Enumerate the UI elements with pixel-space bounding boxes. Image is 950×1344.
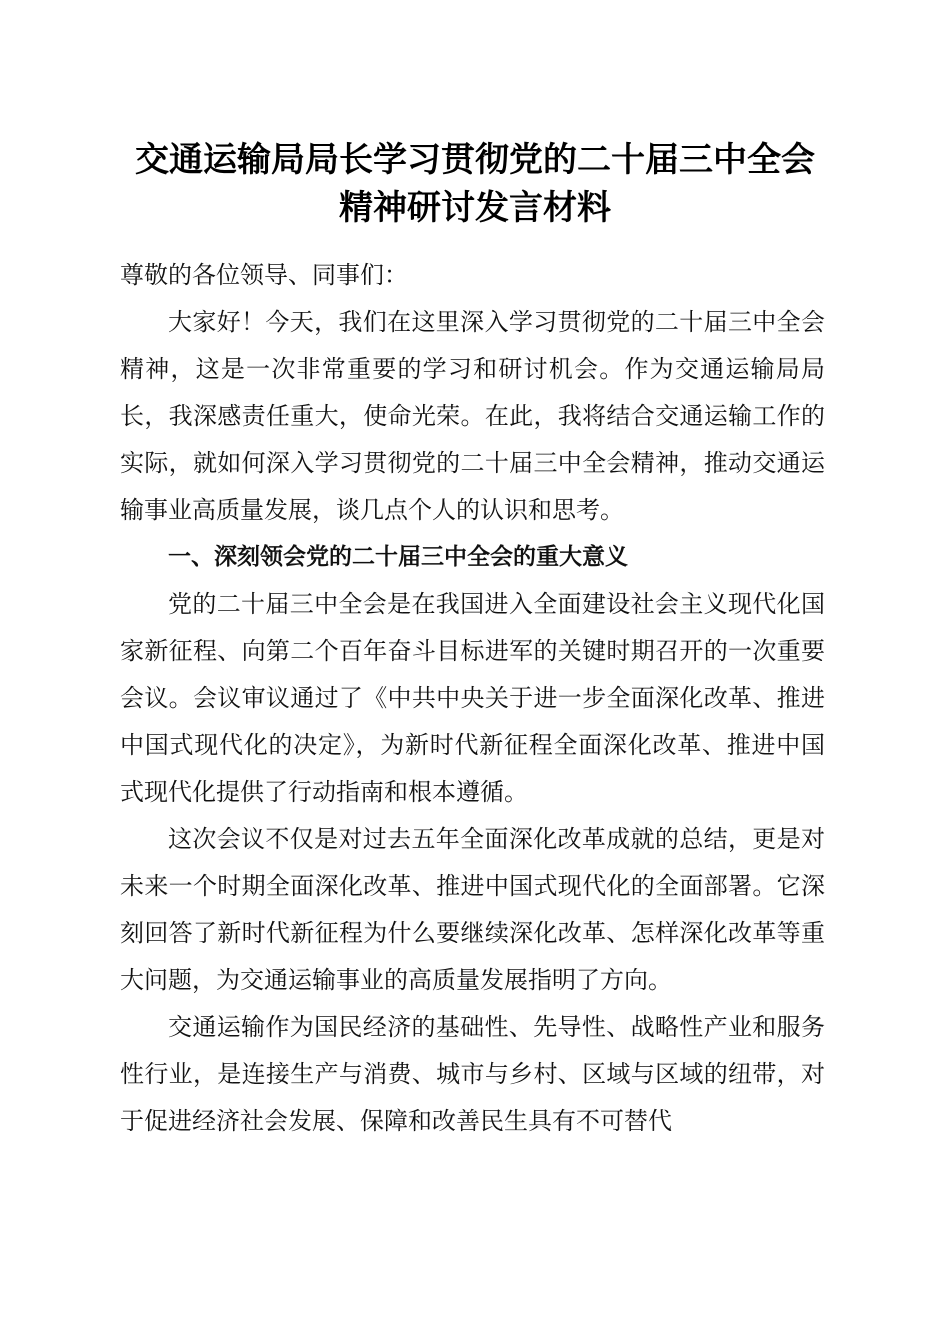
section-heading-1: 一、深刻领会党的二十届三中全会的重大意义: [168, 544, 628, 570]
paragraph-summary: 这次会议不仅是对过去五年全面深化改革成就的总结，更是对未来一个时期全面深化改革、推进中国式现代化的全面部署。它深刻回答了新时代新征程为什么要继续深化改革、怎样深化改革等重大问题，为交通运输事业的高质量发展指明了方向。: [120, 825, 825, 994]
paragraph-significance: 党的二十届三中全会是在我国进入全面建设社会主义现代化国家新征程、向第二个百年奋斗目标进军的关键时期召开的一次重要会议。会议审议通过了《中共中央关于进一步全面深化改革、推进中国式现代化的决定》，为新时代新征程全面深化改革、推进中国式现代化提供了行动指南和根本遵循。: [120, 590, 825, 806]
document-body: [120, 252, 825, 1145]
document-title-line-2: 精神研讨发言材料: [339, 188, 611, 228]
paragraph-transport-role: 交通运输作为国民经济的基础性、先导性、战略性产业和服务性行业，是连接生产与消费、城市与乡村、区域与区域的纽带，对于促进经济社会发展、保障和改善民生具有不可替代: [120, 1013, 825, 1135]
document-title-line-1: 交通运输局局长学习贯彻党的二十届三中全会: [135, 140, 815, 180]
salutation: 尊敬的各位领导、同事们：: [120, 261, 408, 289]
paragraph-intro: 大家好！今天，我们在这里深入学习贯彻党的二十届三中全会精神，这是一次非常重要的学习和研讨机会。作为交通运输局局长，我深感责任重大，使命光荣。在此，我将结合交通运输工作的实际，就如何深入学习贯彻党的二十届三中全会精神，推动交通运输事业高质量发展，谈几点个人的认识和思考。: [120, 308, 825, 524]
